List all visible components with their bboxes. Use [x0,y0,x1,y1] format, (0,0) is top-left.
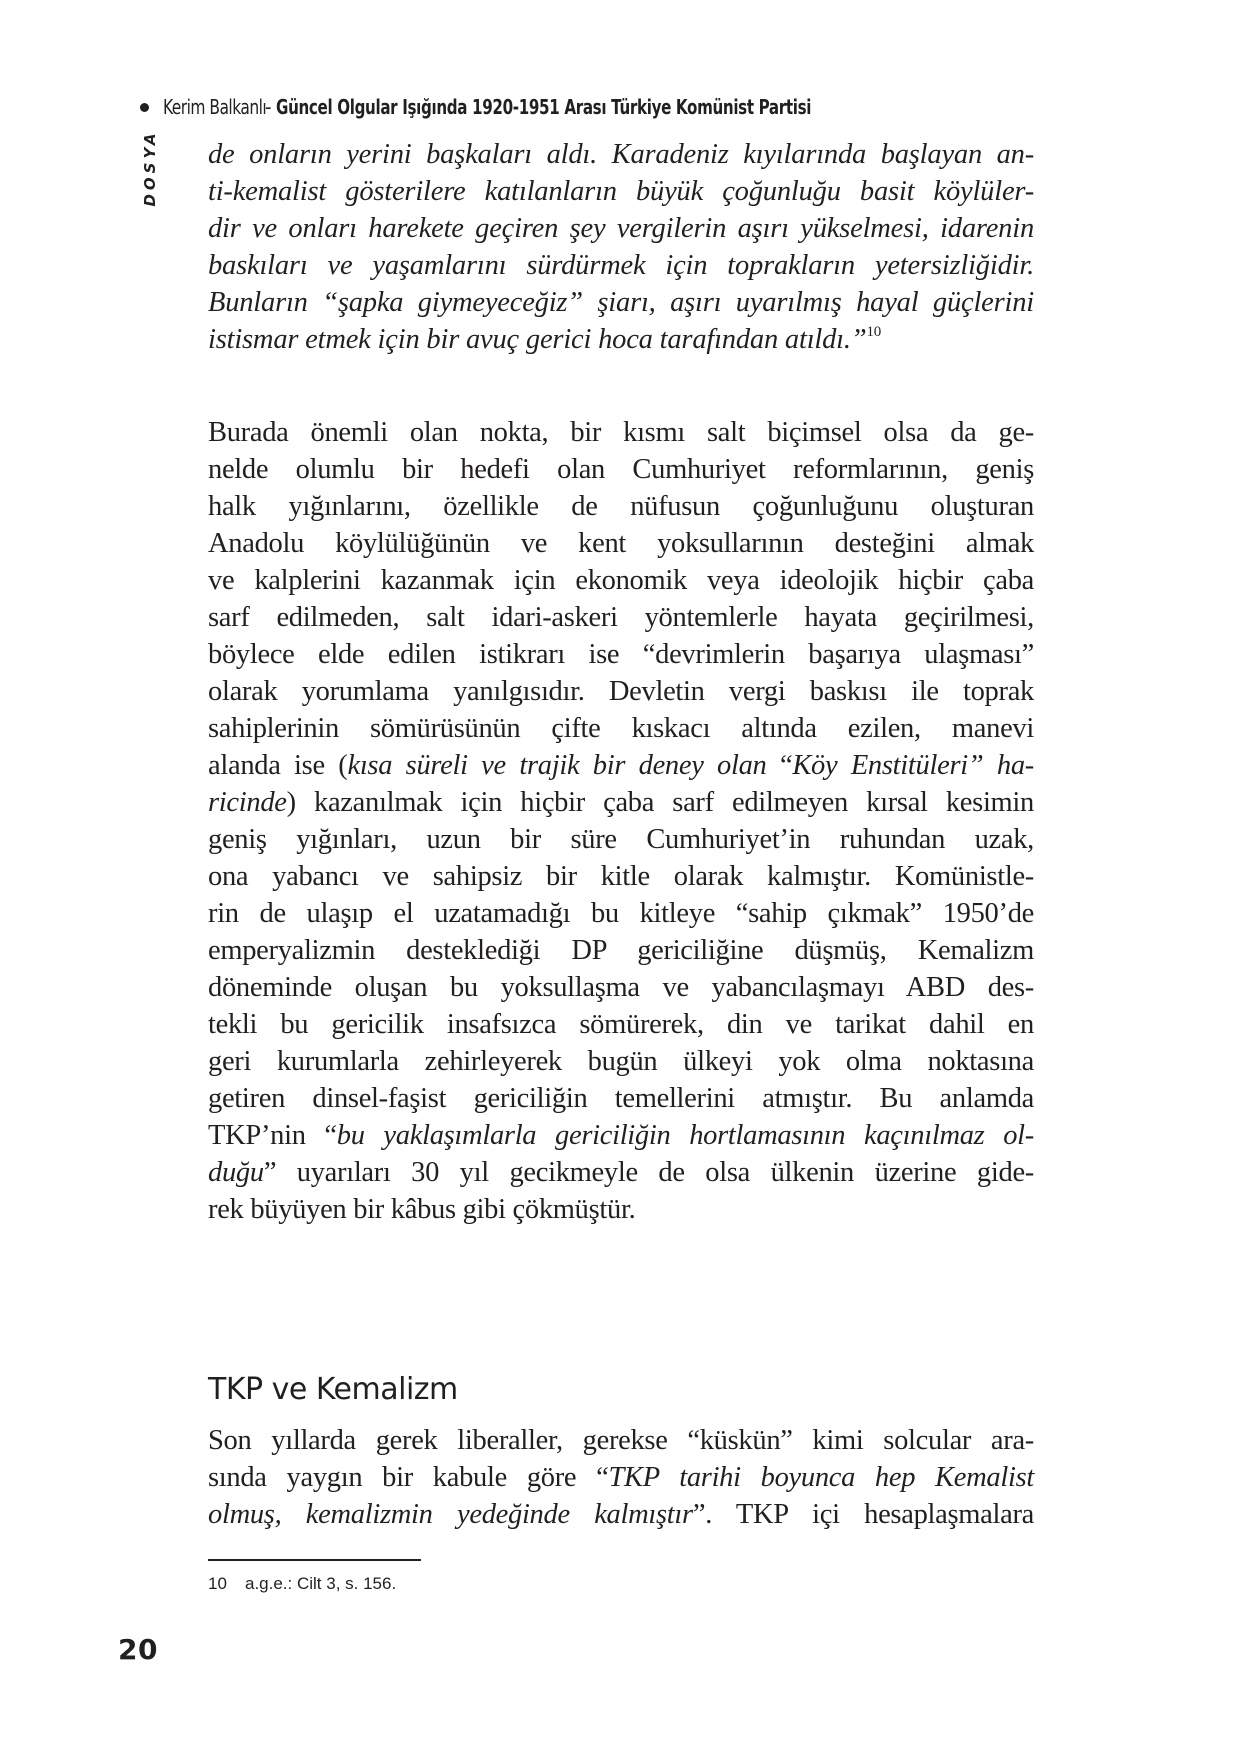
paragraph-line-mixed [208,747,1034,784]
page-number: 20 [118,1633,158,1666]
paragraph-line-mixed [208,784,1034,821]
paragraph-line: sarf edilmeden, salt idari-askeri yöntemlerle hayata geçirilmesi, [208,602,1034,633]
header-separator: - [264,95,272,119]
paragraph-line: ve kalplerini kazanmak için ekonomik veya ideolojik hiçbir çaba [208,565,1034,596]
paragraph-line-mixed [208,1154,1034,1191]
text-run: “ [766,750,793,781]
paragraph-line: rin de ulaşıp el uzatamadığı bu kitleye “sahip çıkmak” 1950’de [208,898,1034,929]
paragraph-line-mixed [208,1117,1034,1154]
footnote-divider [208,1559,421,1561]
paragraph-line: getiren dinsel-faşist gericiliğin temellerini atmıştır. Bu anlamda [208,1083,1034,1114]
header-title: Güncel Olgular Işığında 1920-1951 Arası Türkiye Komünist Partisi [276,95,812,119]
running-header [140,92,914,122]
italic-run: Köy Enstitüleri [792,750,968,781]
text-run: alanda ise ( [208,750,348,781]
paragraph-line: Anadolu köylülüğünün ve kent yoksullarının desteğini almak [208,528,1034,559]
paragraph-line: geniş yığınları, uzun bir süre Cumhuriyet’in ruhundan uzak, [208,824,1034,855]
paragraph-line: ona yabancı ve sahipsiz bir kitle olarak kalmıştır. Komünistle- [208,861,1034,892]
text-run: sında yaygın bir kabule göre “ [208,1462,609,1493]
quote-line: de onların yerini başkaları aldı. Karadeniz kıyılarında başlayan an- [208,139,1034,170]
side-label-text: DOSYA [141,129,159,207]
text-run: ”. TKP içi hesaplaşmalara [692,1499,1035,1530]
italic-run: olmuş, kemalizmin yedeğinde kalmıştır [208,1499,693,1530]
footnote-reference[interactable]: 10 [866,324,882,340]
quote-line-last [208,321,1034,358]
paragraph-line: tekli bu gericilik insafsızca sömürerek, din ve tarikat dahil en [208,1009,1034,1040]
header-author: Kerim Balkanlı [163,95,267,119]
italic-run: bu yaklaşımlarla gericiliğin hortlamasının kaçınılmaz ol- [336,1120,1034,1151]
italic-run: duğu [208,1157,264,1188]
quote-line: dir ve onları harekete geçiren şey vergilerin aşırı yükselmesi, idarenin [208,213,1034,244]
section-heading: TKP ve Kemalizm [208,1372,458,1407]
paragraph-line: Son yıllarda gerek liberaller, gerekse “küskün” kimi solcular ara- [208,1425,1034,1456]
paragraph-line: sahiplerinin sömürüsünün çifte kıskacı altında ezilen, manevi [208,713,1034,744]
paragraph-line: olarak yorumlama yanılgısıdır. Devletin vergi baskısı ile toprak [208,676,1034,707]
italic-run: ” ha- [967,750,1034,781]
bullet-icon [140,103,149,112]
text-run: TKP’nin “ [208,1120,337,1151]
paragraph-main [208,414,1034,1228]
italic-run: TKP tarihi boyunca hep Kemalist [608,1462,1034,1493]
quote-line: ti-kemalist gösterilere katılanların büyük çoğunluğu basit köylüler- [208,176,1034,207]
italic-run: ricinde [208,787,287,818]
text-run: ” uyarıları 30 yıl gecikmeyle de olsa ülkenin üzerine gide- [263,1157,1034,1188]
paragraph-line-mixed [208,1496,1034,1533]
paragraph-line: emperyalizmin desteklediği DP gericiliğine düşmüş, Kemalizm [208,935,1034,966]
paragraph-line: Burada önemli olan nokta, bir kısmı salt biçimsel olsa da ge- [208,417,1034,448]
paragraph-line: nelde olumlu bir hedefi olan Cumhuriyet reformlarının, geniş [208,454,1034,485]
footnote-number: 10 [208,1574,227,1593]
paragraph-line-mixed [208,1459,1034,1496]
paragraph-line-last: rek büyüyen bir kâbus gibi çökmüştür. [208,1194,636,1225]
footnote-text: a.g.e.: Cilt 3, s. 156. [245,1574,397,1593]
quote-line-text: istismar etmek için bir avuç gerici hoca tarafından atıldı.” [208,324,867,355]
quote-line: baskıları ve yaşamlarını sürdürmek için toprakların yetersizliğidir. [208,250,1034,281]
paragraph-line: halk yığınlarını, özellikle de nüfusun çoğunluğunu oluşturan [208,491,1034,522]
section-side-label [138,128,162,208]
paragraph-line: böylece elde edilen istikrarı ise “devrimlerin başarıya ulaşması” [208,639,1034,670]
footnote [208,1574,396,1594]
text-run: ) kazanılmak için hiçbir çaba sarf edilmeyen kırsal kesimin [286,787,1034,818]
paragraph-section [208,1422,1034,1533]
quote-block [208,136,1034,358]
paragraph-line: geri kurumlarla zehirleyerek bugün ülkeyi yok olma noktasına [208,1046,1034,1077]
quote-line: Bunların “şapka giymeyeceğiz” şiarı, aşırı uyarılmış hayal güçlerini [208,287,1034,318]
paragraph-line: döneminde oluşan bu yoksullaşma ve yabancılaşmayı ABD des- [208,972,1034,1003]
italic-run: kısa süreli ve trajik bir deney olan [347,750,767,781]
